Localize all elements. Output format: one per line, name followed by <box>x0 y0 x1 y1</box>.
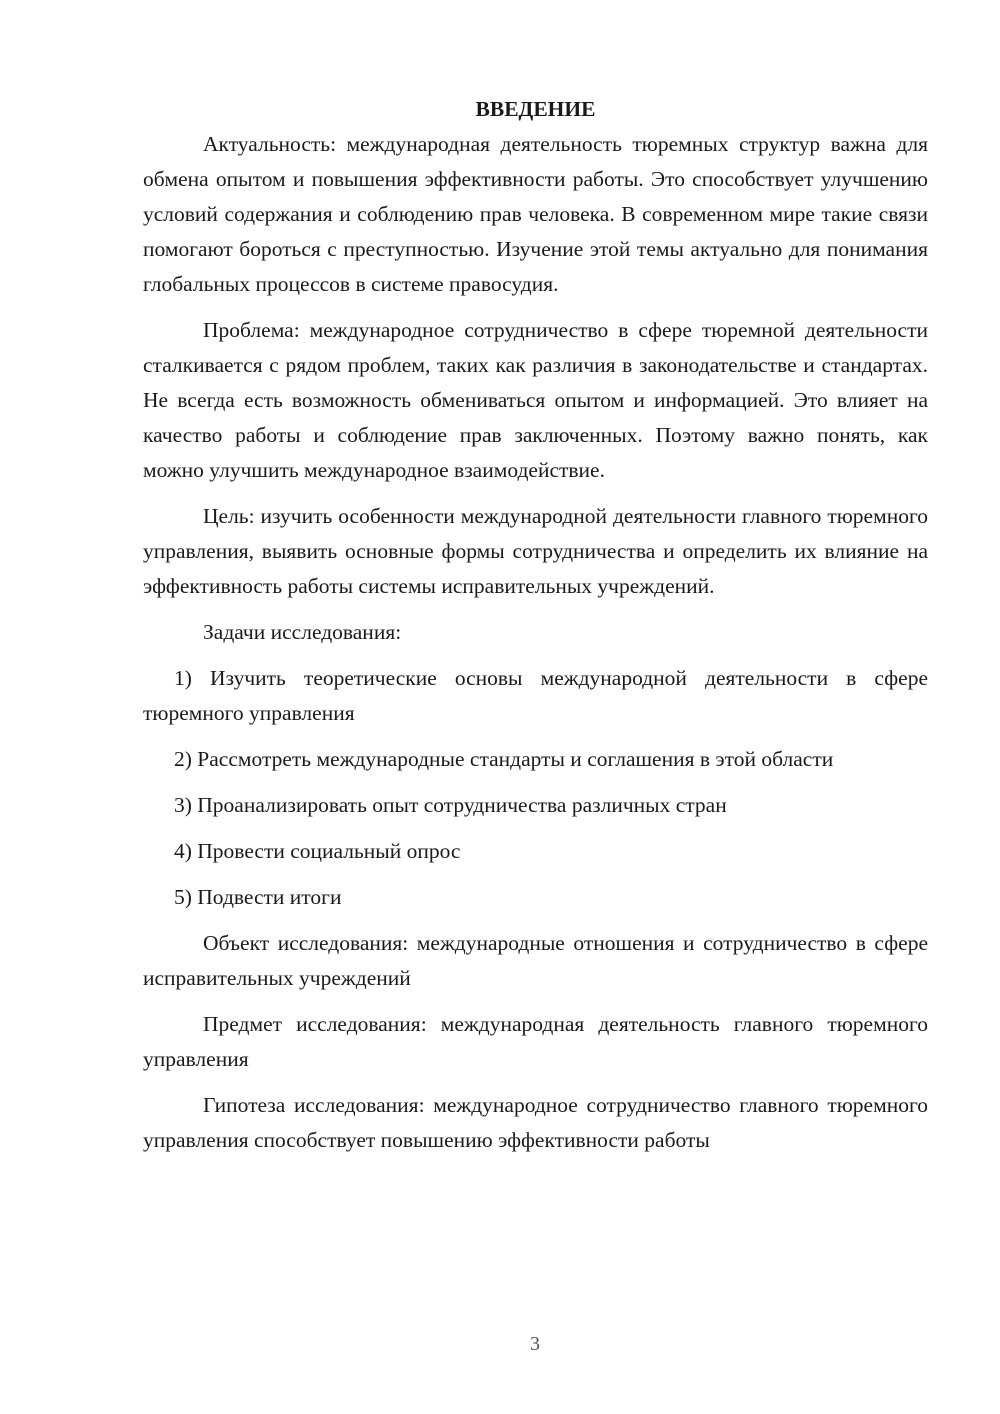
task-item-4: 4) Провести социальный опрос <box>174 839 461 863</box>
task-item-1: 1) Изучить теоретические основы международной деятельности в сфере тюремного управления <box>143 666 928 725</box>
paragraph-object: Объект исследования: международные отношения и сотрудничество в сфере исправительных учреждений <box>143 931 928 990</box>
paragraph-relevance: Актуальность: международная деятельность тюремных структур важна для обмена опытом и повышения эффективности работы. Это способствует улучшению условий содержания и соблюдению прав человека. В современном мире такие связи помогают бороться с преступностью. Изучение этой темы актуально для понимания глобальных процессов в системе правосудия. <box>143 132 928 296</box>
section-title: ВВЕДЕНИЕ <box>475 97 596 121</box>
task-item-3: 3) Проанализировать опыт сотрудничества различных стран <box>174 793 727 817</box>
paragraph-tasks-heading: Задачи исследования: <box>203 620 402 644</box>
task-item-2: 2) Рассмотреть международные стандарты и соглашения в этой области <box>174 747 834 771</box>
document-page <box>143 92 928 1169</box>
paragraph-problem: Проблема: международное сотрудничество в сфере тюремной деятельности сталкивается с рядом проблем, таких как различия в законодательстве и стандартах. Не всегда есть возможность обмениваться опытом и информацией. Это влияет на качество работы и соблюдение прав заключенных. Поэтому важно понять, как можно улучшить международное взаимодействие. <box>143 318 928 482</box>
paragraph-goal: Цель: изучить особенности международной деятельности главного тюремного управления, выявить основные формы сотрудничества и определить их влияние на эффективность работы системы исправительных учреждений. <box>143 504 928 598</box>
paragraph-subject: Предмет исследования: международная деятельность главного тюремного управления <box>143 1012 928 1071</box>
paragraph-hypothesis: Гипотеза исследования: международное сотрудничество главного тюремного управления способствует повышению эффективности работы <box>143 1093 928 1152</box>
task-item-5: 5) Подвести итоги <box>174 885 342 909</box>
page-number: 3 <box>530 1333 540 1355</box>
